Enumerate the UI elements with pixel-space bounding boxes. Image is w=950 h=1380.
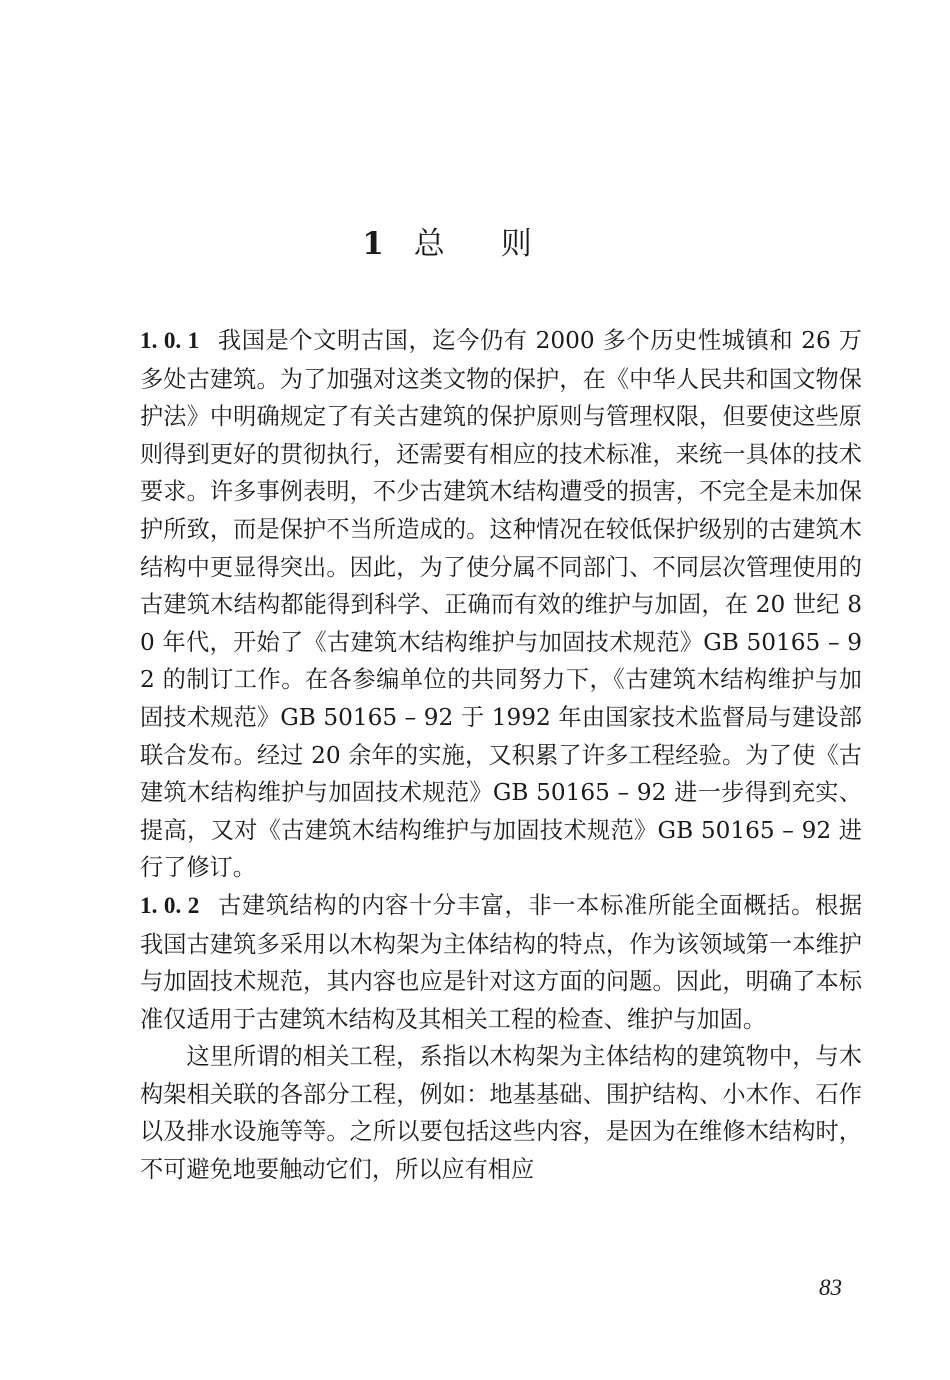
body-text <box>140 322 862 1189</box>
clause-number: 1. 0. 1 <box>140 328 200 354</box>
chapter-number: 1 <box>362 226 384 262</box>
clause-text: 我国是个文明古国，迄今仍有 2000 多个历史性城镇和 26 万多处古建筑。为了加强对这类文物的保护，在《中华人民共和国文物保护法》中明确规定了有关古建筑的保护原则与管理权限，但要使这些原则得到更好的贯彻执行，还需要有相应的技术标准，来统一具体的技术要求。许多事例表明，不少古建筑木结构遭受的损害，不完全是未加保护所致，而是保护不当所造成的。这种情况在较低保护级别的古建筑木结构中更显得突出。因此，为了使分属不同部门、不同层次管理使用的古建筑木结构都能得到科学、正确而有效的维护与加固，在 20 世纪 80 年代，开始了《古建筑木结构维护与加固技术规范》GB 50165 – 92 的制订工作。在各参编单位的共同努力下，《古建筑木结构维护与加固技术规范》GB 50165 – 92 于 1992 年由国家技术监督局与建设部联合发布。经过 20 余年的实施，又积累了许多工程经验。为了使《古建筑木结构维护与加固技术规范》GB 50165 – 92 进一步得到充实、提高，又对《古建筑木结构维护与加固技术规范》GB 50165 – 92 进行了修订。 <box>140 327 862 882</box>
chapter-title: 总则 <box>413 226 588 262</box>
page-number: 83 <box>819 1275 842 1300</box>
clause-1-0-1 <box>140 322 862 887</box>
clause-1-0-2 <box>140 887 862 1038</box>
clause-text: 古建筑结构的内容十分丰富，非一本标准所能全面概括。根据我国古建筑多采用以木构架为主体结构的特点，作为该领域第一本维护与加固技术规范，其内容也应是针对这方面的问题。因此，明确了本标准仅适用于古建筑木结构及其相关工程的检查、维护与加固。 <box>140 891 863 1033</box>
continuation-paragraph: 这里所谓的相关工程，系指以木构架为主体结构的建筑物中，与木构架相关联的各部分工程，例如：地基基础、围护结构、小木作、石作以及排水设施等等。之所以要包括这些内容，是因为在维修木结构时，不可避免地要触动它们，所以应有相应 <box>140 1043 862 1184</box>
chapter-heading <box>0 222 950 266</box>
clause-number: 1. 0. 2 <box>140 892 200 919</box>
